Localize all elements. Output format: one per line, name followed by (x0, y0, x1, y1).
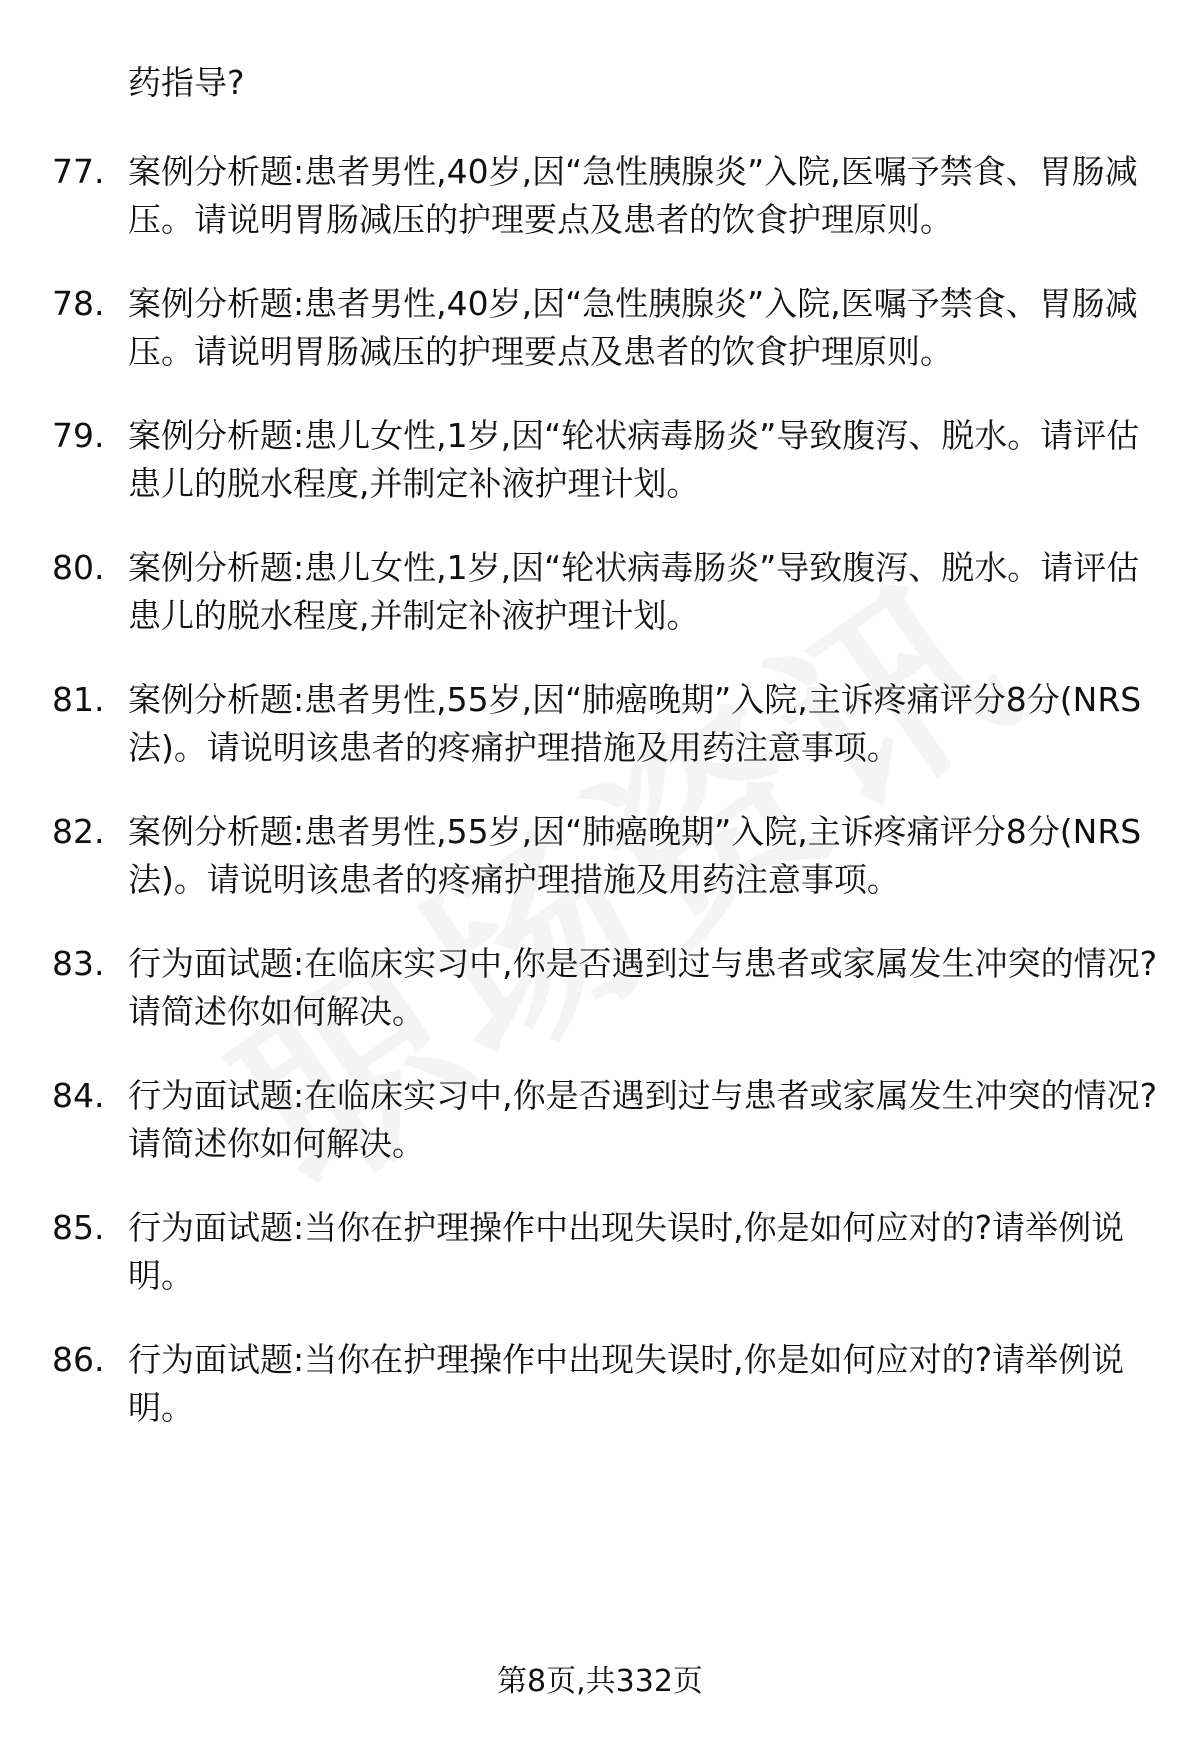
question-number: 78. (52, 284, 105, 323)
question-number: 77. (52, 152, 105, 191)
question-text: 案例分析题:患者男性,40岁,因“急性胰腺炎”入院,医嘱予禁食、胃肠减压。请说明胃肠减压的护理要点及患者的饮食护理原则。 (128, 284, 1138, 371)
question-number: 84. (52, 1076, 105, 1115)
question-number: 80. (52, 548, 105, 587)
question-item (0, 1336, 1168, 1432)
question-item (0, 1204, 1168, 1300)
question-text: 行为面试题:在临床实习中,你是否遇到过与患者或家属发生冲突的情况?请简述你如何解决。 (128, 1076, 1158, 1163)
question-text: 案例分析题:患儿女性,1岁,因“轮状病毒肠炎”导致腹泻、脱水。请评估患儿的脱水程度,并制定补液护理计划。 (128, 416, 1140, 503)
question-item (0, 280, 1168, 376)
question-number: 85. (52, 1208, 105, 1247)
question-text: 案例分析题:患者男性,55岁,因“肺癌晚期”入院,主诉疼痛评分8分(NRS法)。请说明该患者的疼痛护理措施及用药注意事项。 (128, 680, 1142, 767)
question-list (0, 148, 1200, 1468)
question-number: 81. (52, 680, 105, 719)
question-number: 86. (52, 1340, 105, 1379)
question-text: 案例分析题:患儿女性,1岁,因“轮状病毒肠炎”导致腹泻、脱水。请评估患儿的脱水程度,并制定补液护理计划。 (128, 548, 1140, 635)
question-number: 79. (52, 416, 105, 455)
question-item (0, 148, 1168, 244)
question-item (0, 676, 1168, 772)
question-item (0, 940, 1168, 1036)
question-text: 案例分析题:患者男性,40岁,因“急性胰腺炎”入院,医嘱予禁食、胃肠减压。请说明胃肠减压的护理要点及患者的饮食护理原则。 (128, 152, 1138, 239)
question-item (0, 412, 1168, 508)
page-number-footer: 第8页,共332页 (497, 1664, 703, 1699)
question-text: 行为面试题:当你在护理操作中出现失误时,你是如何应对的?请举例说明。 (128, 1208, 1125, 1295)
question-text: 行为面试题:当你在护理操作中出现失误时,你是如何应对的?请举例说明。 (128, 1340, 1125, 1427)
question-item (0, 544, 1168, 640)
question-item (0, 808, 1168, 904)
continuation-text: 药指导? (128, 63, 245, 102)
question-number: 82. (52, 812, 105, 851)
question-number: 83. (52, 944, 105, 983)
question-text: 行为面试题:在临床实习中,你是否遇到过与患者或家属发生冲突的情况?请简述你如何解决。 (128, 944, 1158, 1031)
question-text: 案例分析题:患者男性,55岁,因“肺癌晚期”入院,主诉疼痛评分8分(NRS法)。请说明该患者的疼痛护理措施及用药注意事项。 (128, 812, 1142, 899)
question-item (0, 1072, 1168, 1168)
